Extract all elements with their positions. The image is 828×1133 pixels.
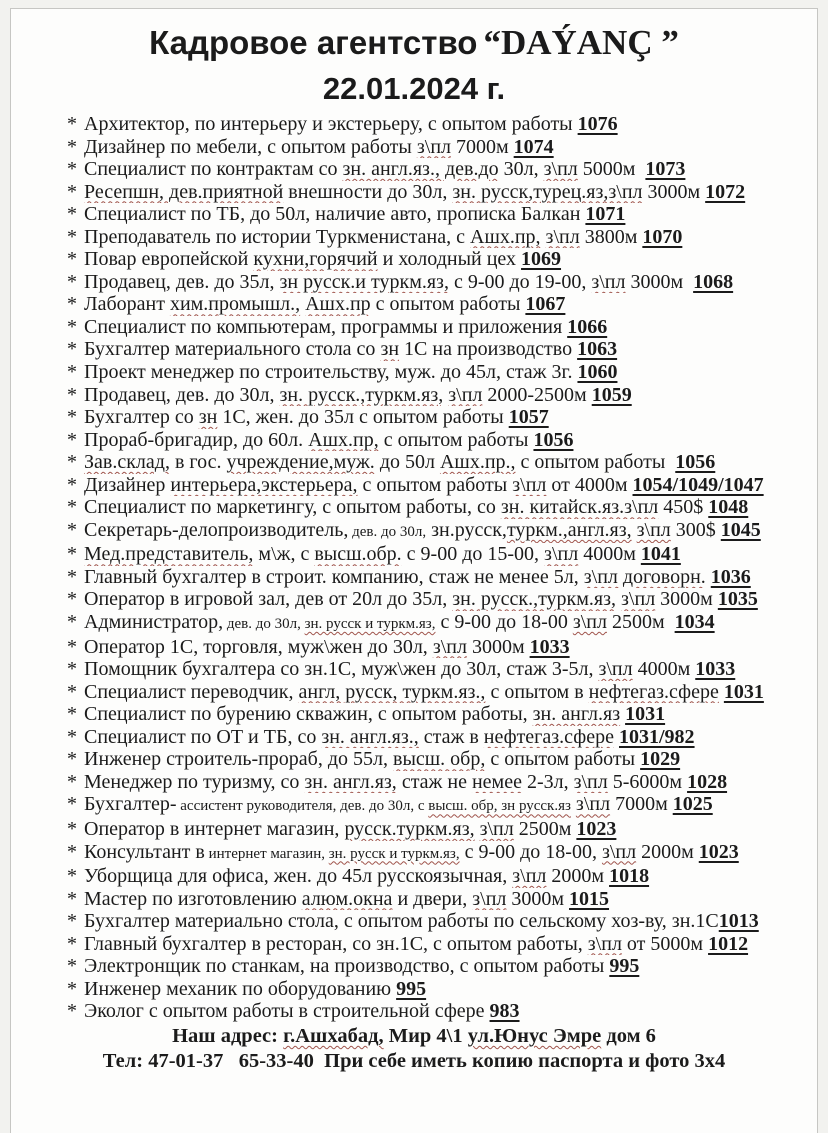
vacancy-text: Продавец, дев. до 35л, зн русск.и туркм.яз, с 9-00 до 19-00, з\пл 3000м (84, 270, 694, 293)
vacancy-text: Архитектор, по интерьеру и экстерьеру, с опытом работы (84, 113, 578, 135)
vacancy-text: Секретарь-делопроизводитель, дев. до 30л, зн.русск,туркм.,англ.яз, з\пл 300$ (84, 518, 721, 541)
vacancy-number: 1056 (675, 451, 716, 474)
vacancy-text: Прораб-бригадир, до 60л. Ашх.пр, с опытом работы (84, 428, 534, 451)
bullet-asterisk: * (67, 361, 77, 384)
list-item (67, 611, 813, 636)
vacancy-number: 1045 (720, 518, 761, 541)
vacancy-text: Ресепшн, дев.приятной внешности до 30л, зн. русск,турец.яз,з\пл 3000м (84, 180, 706, 203)
list-item (67, 636, 813, 659)
vacancy-text: Специалист по ОТ и ТБ, со зн. англ.яз., стаж в нефтегаз.сфере (84, 725, 614, 748)
bullet-asterisk: * (67, 473, 77, 496)
vacancy-text: Бухгалтер со зн 1С, жен. до 35л с опытом работы (84, 406, 509, 429)
vacancy-text: Дизайнер по мебели, с опытом работы з\пл 7000м (84, 135, 514, 158)
vacancy-number: 1031 (625, 703, 666, 726)
bullet-asterisk: * (67, 635, 77, 658)
vacancy-number: 1041 (640, 543, 681, 566)
list-item (67, 406, 813, 429)
vacancy-number: 1018 (609, 865, 650, 888)
list-item (67, 158, 813, 181)
vacancy-number: 1033 (695, 658, 736, 681)
vacancy-number: 1012 (708, 932, 749, 955)
bullet-asterisk: * (67, 565, 77, 588)
vacancy-number: 1068 (693, 270, 734, 293)
vacancy-number: 1015 (569, 887, 610, 910)
vacancy-number: 1023 (576, 817, 617, 840)
vacancy-text: Главный бухгалтер в строит. компанию, стаж не менее 5л, з\пл договорн. (84, 565, 706, 588)
bullet-asterisk: * (67, 748, 77, 771)
list-item (67, 181, 813, 204)
bullet-asterisk: * (67, 293, 77, 316)
list-item (67, 429, 813, 452)
bullet-asterisk: * (67, 338, 77, 361)
vacancy-number: 1066 (567, 315, 608, 338)
list-item (67, 1000, 813, 1023)
bullet-asterisk: * (67, 135, 77, 158)
list-item (67, 226, 813, 249)
list-item (67, 588, 813, 611)
bullet-asterisk: * (67, 680, 77, 703)
list-item (67, 293, 813, 316)
bullet-asterisk: * (67, 725, 77, 748)
bullet-asterisk: * (67, 793, 77, 816)
vacancy-text: Консультант в интернет магазин, зн. русск и туркм.яз, с 9-00 до 18-00, з\пл 2000м (84, 840, 699, 863)
list-item (67, 496, 813, 519)
bullet-asterisk: * (67, 518, 77, 541)
list-item (67, 726, 813, 749)
agency-label: Кадровое агентство (149, 24, 478, 61)
agency-name: “DAÝANÇ ” (483, 23, 679, 62)
list-item (67, 933, 813, 956)
bullet-asterisk: * (67, 703, 77, 726)
list-item (67, 543, 813, 566)
bullet-asterisk: * (67, 225, 77, 248)
vacancy-number: 1069 (521, 248, 562, 271)
vacancy-text: Оператор в интернет магазин, русск.туркм.яз, з\пл 2500м (84, 817, 577, 840)
vacancy-text: Оператор 1С, торговля, муж\жен до 30л, з\пл 3000м (84, 635, 530, 658)
list-item (67, 841, 813, 866)
bullet-asterisk: * (67, 865, 77, 888)
vacancy-number: 1025 (672, 793, 713, 816)
vacancy-text: Специалист по компьютерам, программы и приложения (84, 315, 568, 338)
list-item (67, 271, 813, 294)
vacancy-text: Инженер механик по оборудованию (84, 977, 397, 1000)
vacancy-text: Преподаватель по истории Туркменистана, с Ашх.пр, з\пл 3800м (84, 225, 643, 248)
list-item (67, 748, 813, 771)
list-item (67, 451, 813, 474)
vacancy-number: 1067 (525, 293, 566, 316)
list-item (67, 338, 813, 361)
vacancy-number: 1031 (723, 680, 764, 703)
bullet-asterisk: * (67, 451, 77, 474)
bullet-asterisk: * (67, 658, 77, 681)
list-item (67, 384, 813, 407)
vacancy-text: Проект менеджер по строительству, муж. до 45л, стаж 3г. (84, 361, 578, 384)
date-title: 22.01.2024 г. (322, 71, 506, 106)
bullet-asterisk: * (67, 955, 77, 978)
vacancy-number: 1070 (642, 225, 683, 248)
vacancy-number: 1028 (687, 770, 728, 793)
vacancy-number: 995 (609, 955, 640, 978)
vacancy-text: Помощник бухгалтера со зн.1С, муж\жен до 30л, стаж 3-5л, з\пл 4000м (84, 658, 696, 681)
vacancy-text: Инженер строитель-прораб, до 55л, высш. обр, с опытом работы (84, 748, 641, 771)
bullet-asterisk: * (67, 932, 77, 955)
bullet-asterisk: * (67, 840, 77, 863)
list-item (67, 248, 813, 271)
vacancy-number: 1033 (529, 635, 570, 658)
list-item (67, 658, 813, 681)
vacancy-number: 1036 (710, 565, 751, 588)
vacancy-number: 1048 (708, 496, 749, 519)
vacancy-text: Специалист по маркетингу, с опытом работы, со зн. китайск.яз.з\пл 450$ (84, 496, 709, 519)
vacancy-number: 1054/1049/1047 (632, 473, 764, 496)
bullet-asterisk: * (67, 887, 77, 910)
list-item (67, 566, 813, 589)
vacancy-text: Оператор в игровой зал, дев от 20л до 35л, зн. русск.,туркм.яз, з\пл 3000м (84, 588, 718, 611)
bullet-asterisk: * (67, 203, 77, 226)
list-item (67, 793, 813, 818)
vacancy-number: 1057 (508, 406, 549, 429)
vacancy-text: Мед.представитель, м\ж, с высш.обр. с 9-00 до 15-00, з\пл 4000м (84, 543, 641, 566)
vacancy-text: Специалист по бурению скважин, с опытом работы, зн. англ.яз (84, 703, 621, 726)
vacancy-text: Бухгалтер материального стола со зн 1С на производство (84, 338, 578, 361)
vacancy-number: 1072 (705, 180, 746, 203)
vacancy-text: Специалист по контрактам со зн. англ.яз., дев.до 30л, з\пл 5000м (84, 158, 646, 181)
vacancy-list (11, 113, 817, 1023)
vacancy-number: 1074 (513, 135, 554, 158)
list-item (67, 955, 813, 978)
list-item (67, 203, 813, 226)
vacancy-number: 1023 (698, 840, 739, 863)
bullet-asterisk: * (67, 543, 77, 566)
bullet-asterisk: * (67, 770, 77, 793)
bullet-asterisk: * (67, 817, 77, 840)
vacancy-number: 983 (489, 1000, 520, 1023)
vacancy-number: 995 (396, 977, 427, 1000)
vacancy-text: Лаборант хим.промышл., Ашх.пр с опытом работы (84, 293, 526, 316)
vacancy-number: 1035 (717, 588, 758, 611)
bullet-asterisk: * (67, 315, 77, 338)
bullet-asterisk: * (67, 406, 77, 429)
vacancy-text: Зав.склад, в гос. учреждение,муж. до 50л Ашх.пр., с опытом работы (84, 451, 676, 474)
bullet-asterisk: * (67, 248, 77, 271)
vacancy-text: Специалист по ТБ, до 50л, наличие авто, прописка Балкан (84, 203, 586, 226)
list-item (67, 818, 813, 841)
list-item (67, 316, 813, 339)
vacancy-number: 1031/982 (619, 725, 695, 748)
vacancy-text: Повар европейской кухни,горячий и холодный цех (84, 248, 522, 271)
bullet-asterisk: * (67, 180, 77, 203)
vacancy-text: Продавец, дев. до 30л, зн. русск.,туркм.яз, з\пл 2000-2500м (84, 383, 592, 406)
bullet-asterisk: * (67, 588, 77, 611)
bullet-asterisk: * (67, 270, 77, 293)
list-item (67, 910, 813, 933)
vacancy-text: Электронщик по станкам, на производство, с опытом работы (84, 955, 610, 978)
list-item (67, 474, 813, 497)
vacancy-text: Мастер по изготовлению алюм.окна и двери, з\пл 3000м (84, 887, 570, 910)
bullet-asterisk: * (67, 910, 77, 933)
vacancy-number: 1076 (577, 113, 618, 135)
vacancy-number: 1034 (674, 611, 715, 634)
list-item (67, 361, 813, 384)
list-item (67, 703, 813, 726)
vacancy-number: 1059 (591, 383, 632, 406)
vacancy-number: 1063 (577, 338, 618, 361)
vacancy-text: Уборщица для офиса, жен. до 45л русскоязычная, з\пл 2000м (84, 865, 610, 888)
vacancy-text: Специалист переводчик, англ, русск, туркм.яз., с опытом в нефтегаз.сфере (84, 680, 719, 703)
bullet-asterisk: * (67, 158, 77, 181)
list-item (67, 978, 813, 1001)
bullet-asterisk: * (67, 611, 77, 634)
page-title (11, 23, 817, 70)
vacancy-number: 1029 (640, 748, 681, 771)
bullet-asterisk: * (67, 383, 77, 406)
bullet-asterisk: * (67, 496, 77, 519)
vacancy-text: Менеджер по туризму, со зн. англ.яз, стаж не немее 2-3л, з\пл 5-6000м (84, 770, 688, 793)
list-item (67, 681, 813, 704)
vacancy-number: 1013 (718, 910, 759, 933)
bullet-asterisk: * (67, 1000, 77, 1023)
document-page (10, 8, 818, 1133)
bullet-asterisk: * (67, 428, 77, 451)
list-item (67, 888, 813, 911)
vacancy-number: 1073 (645, 158, 686, 181)
vacancy-number: 1060 (577, 361, 618, 384)
vacancy-text: Эколог с опытом работы в строительной сфере (84, 1000, 490, 1023)
list-item (67, 113, 813, 136)
bullet-asterisk: * (67, 977, 77, 1000)
vacancy-text: Бухгалтер- ассистент руководителя, дев. до 30л, с высш. обр, зн русск.яз з\пл 7000м (84, 793, 673, 816)
list-item (67, 771, 813, 794)
footer-phone: Тел: 47-01-37 65-33-40 При себе иметь копию паспорта и фото 3х4 (102, 1049, 726, 1072)
vacancy-text: Бухгалтер материально стола, с опытом работы по сельскому хоз-ву, зн.1С (84, 910, 719, 933)
list-item (67, 865, 813, 888)
list-item (67, 519, 813, 544)
vacancy-number: 1071 (585, 203, 626, 226)
vacancy-number: 1056 (533, 428, 574, 451)
list-item (67, 136, 813, 159)
vacancy-text: Дизайнер интерьера,экстерьера, с опытом работы з\пл от 4000м (84, 473, 633, 496)
vacancy-text: Главный бухгалтер в ресторан, со зн.1С, с опытом работы, з\пл от 5000м (84, 932, 709, 955)
footer-address: Наш адрес: г.Ашхабад, Мир 4\1 ул.Юнус Эмре дом 6 (172, 1024, 656, 1047)
vacancy-text: Администратор, дев. до 30л, зн. русск и туркм.яз, с 9-00 до 18-00 з\пл 2500м (84, 611, 675, 634)
bullet-asterisk: * (67, 113, 77, 135)
